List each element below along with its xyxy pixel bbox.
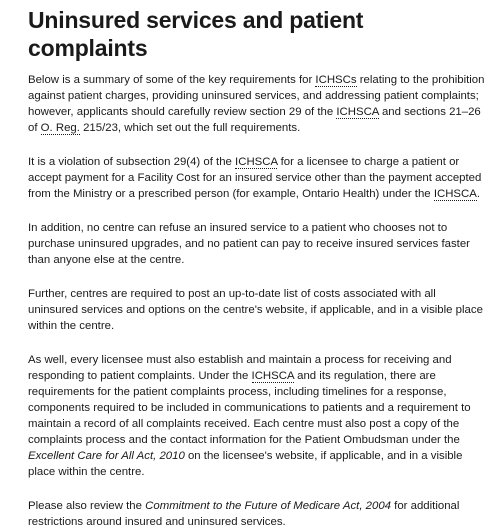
text-segment: and sections 21–26 of (28, 106, 481, 134)
abbr-ichsca[interactable]: ICHSCA (433, 188, 477, 200)
text-segment: and its regulation, there are requirements for the patient complaints process, including timelines for a response, components required to be included in communications to patients and a requirement to maintain a record of all complaints received. Each centre must also post a copy of the complaints process and the contact information for the Patient Ombudsman under the (28, 370, 471, 446)
text-segment: As well, every licensee must also establish and maintain a process for receiving and responding to patient complaints. Under the (28, 354, 452, 382)
review-paragraph (28, 498, 488, 530)
text-segment: . (476, 188, 481, 200)
act-title: Commitment to the Future of Medicare Act, 2004 (145, 500, 391, 512)
refusal-paragraph: In addition, no centre can refuse an insured service to a patient who chooses not to purchase uninsured upgrades, and no patient can pay to receive insured services faster than anyone else at the centre. (28, 222, 470, 266)
text-segment: 215/23, which set out the full requirements. (79, 122, 301, 134)
summary-paragraph (28, 72, 488, 136)
abbr-ichsca[interactable]: ICHSCA (251, 370, 294, 382)
abbr-o-reg[interactable]: O. Reg. (40, 122, 80, 134)
text-segment: Please also review the (28, 500, 146, 512)
abbr-ichsca[interactable]: ICHSCA (235, 156, 278, 168)
abbr-ichsca[interactable]: ICHSCA (336, 106, 379, 118)
cost-list-paragraph: Further, centres are required to post an up-to-date list of costs associated with all uninsured services and options on the centre's website, if applicable, and in a visible place within the centre. (28, 288, 483, 332)
text-segment: for additional restrictions around insured and uninsured services. (28, 500, 460, 528)
text-segment: for a licensee to charge a patient or accept payment for a Facility Cost for an insured service other than the payment accepted from the Ministry or a prescribed person (for example, Ontario Health) under the (28, 156, 482, 200)
complaints-paragraph (28, 352, 488, 480)
page-title: Uninsured services and patient complaints (28, 7, 364, 61)
abbr-ichscs[interactable]: ICHSCs (315, 74, 357, 86)
text-segment: relating to the prohibition against patient charges, providing uninsured services, and addressing patient complaints; however, applicants should carefully review section 29 of the (28, 74, 485, 118)
text-segment: It is a violation of subsection 29(4) of the (28, 156, 236, 168)
text-segment: on the licensee's website, if applicable, and in a visible place within the centre. (28, 450, 463, 478)
text-segment: Below is a summary of some of the key requirements for (28, 74, 316, 86)
violation-paragraph (28, 154, 488, 202)
act-title: Excellent Care for All Act, 2010 (28, 450, 185, 462)
